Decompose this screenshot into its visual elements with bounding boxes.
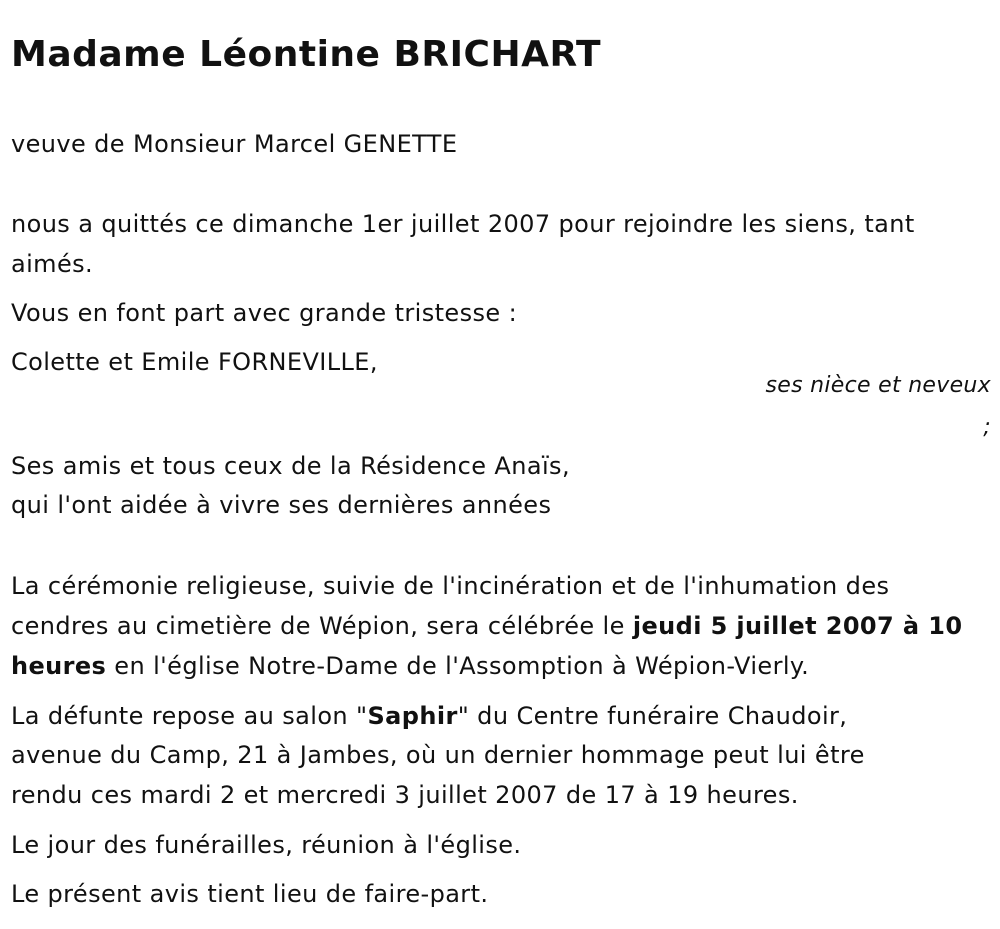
rest-line-1 bbox=[11, 696, 847, 736]
death-line-2: aimés. bbox=[11, 250, 94, 278]
closing-line: Le présent avis tient lieu de faire-part. bbox=[11, 880, 489, 908]
page-title: Madame Léontine BRICHART bbox=[11, 34, 602, 75]
ceremony-line-3-suffix: en l'église Notre-Dame de l'Assomption à Wépion-Vierly. bbox=[106, 652, 810, 680]
widow-line: veuve de Monsieur Marcel GENETTE bbox=[11, 130, 458, 158]
ceremony-line-1: La cérémonie religieuse, suivie de l'incinération et de l'inhumation des bbox=[11, 572, 890, 600]
family-relation-punct: ; bbox=[983, 415, 991, 440]
rest-line-1-prefix: La défunte repose au salon " bbox=[11, 702, 368, 730]
rest-line-3: rendu ces mardi 2 et mercredi 3 juillet 2007 de 17 à 19 heures. bbox=[11, 781, 799, 809]
death-line-1: nous a quittés ce dimanche 1er juillet 2007 pour rejoindre les siens, tant bbox=[11, 210, 915, 238]
rest-line-1-suffix: " du Centre funéraire Chaudoir, bbox=[457, 702, 848, 730]
funeral-day-line: Le jour des funérailles, réunion à l'église. bbox=[11, 831, 522, 859]
salon-name: Saphir bbox=[367, 702, 458, 730]
ceremony-hours: heures bbox=[11, 652, 107, 680]
family-relation: ses nièce et neveux bbox=[765, 373, 991, 398]
ceremony-line-2-prefix: cendres au cimetière de Wépion, sera célébrée le bbox=[11, 612, 633, 640]
ceremony-line-3 bbox=[11, 646, 809, 686]
friends-line-1: Ses amis et tous ceux de la Résidence Anaïs, bbox=[11, 452, 570, 480]
ceremony-date-time: jeudi 5 juillet 2007 à 10 bbox=[632, 612, 963, 640]
family-name: Colette et Emile FORNEVILLE, bbox=[11, 348, 378, 376]
friends-line-2: qui l'ont aidée à vivre ses dernières années bbox=[11, 491, 552, 519]
rest-line-2: avenue du Camp, 21 à Jambes, où un dernier hommage peut lui être bbox=[11, 741, 865, 769]
announce-line: Vous en font part avec grande tristesse : bbox=[11, 299, 518, 327]
ceremony-line-2 bbox=[11, 606, 962, 646]
